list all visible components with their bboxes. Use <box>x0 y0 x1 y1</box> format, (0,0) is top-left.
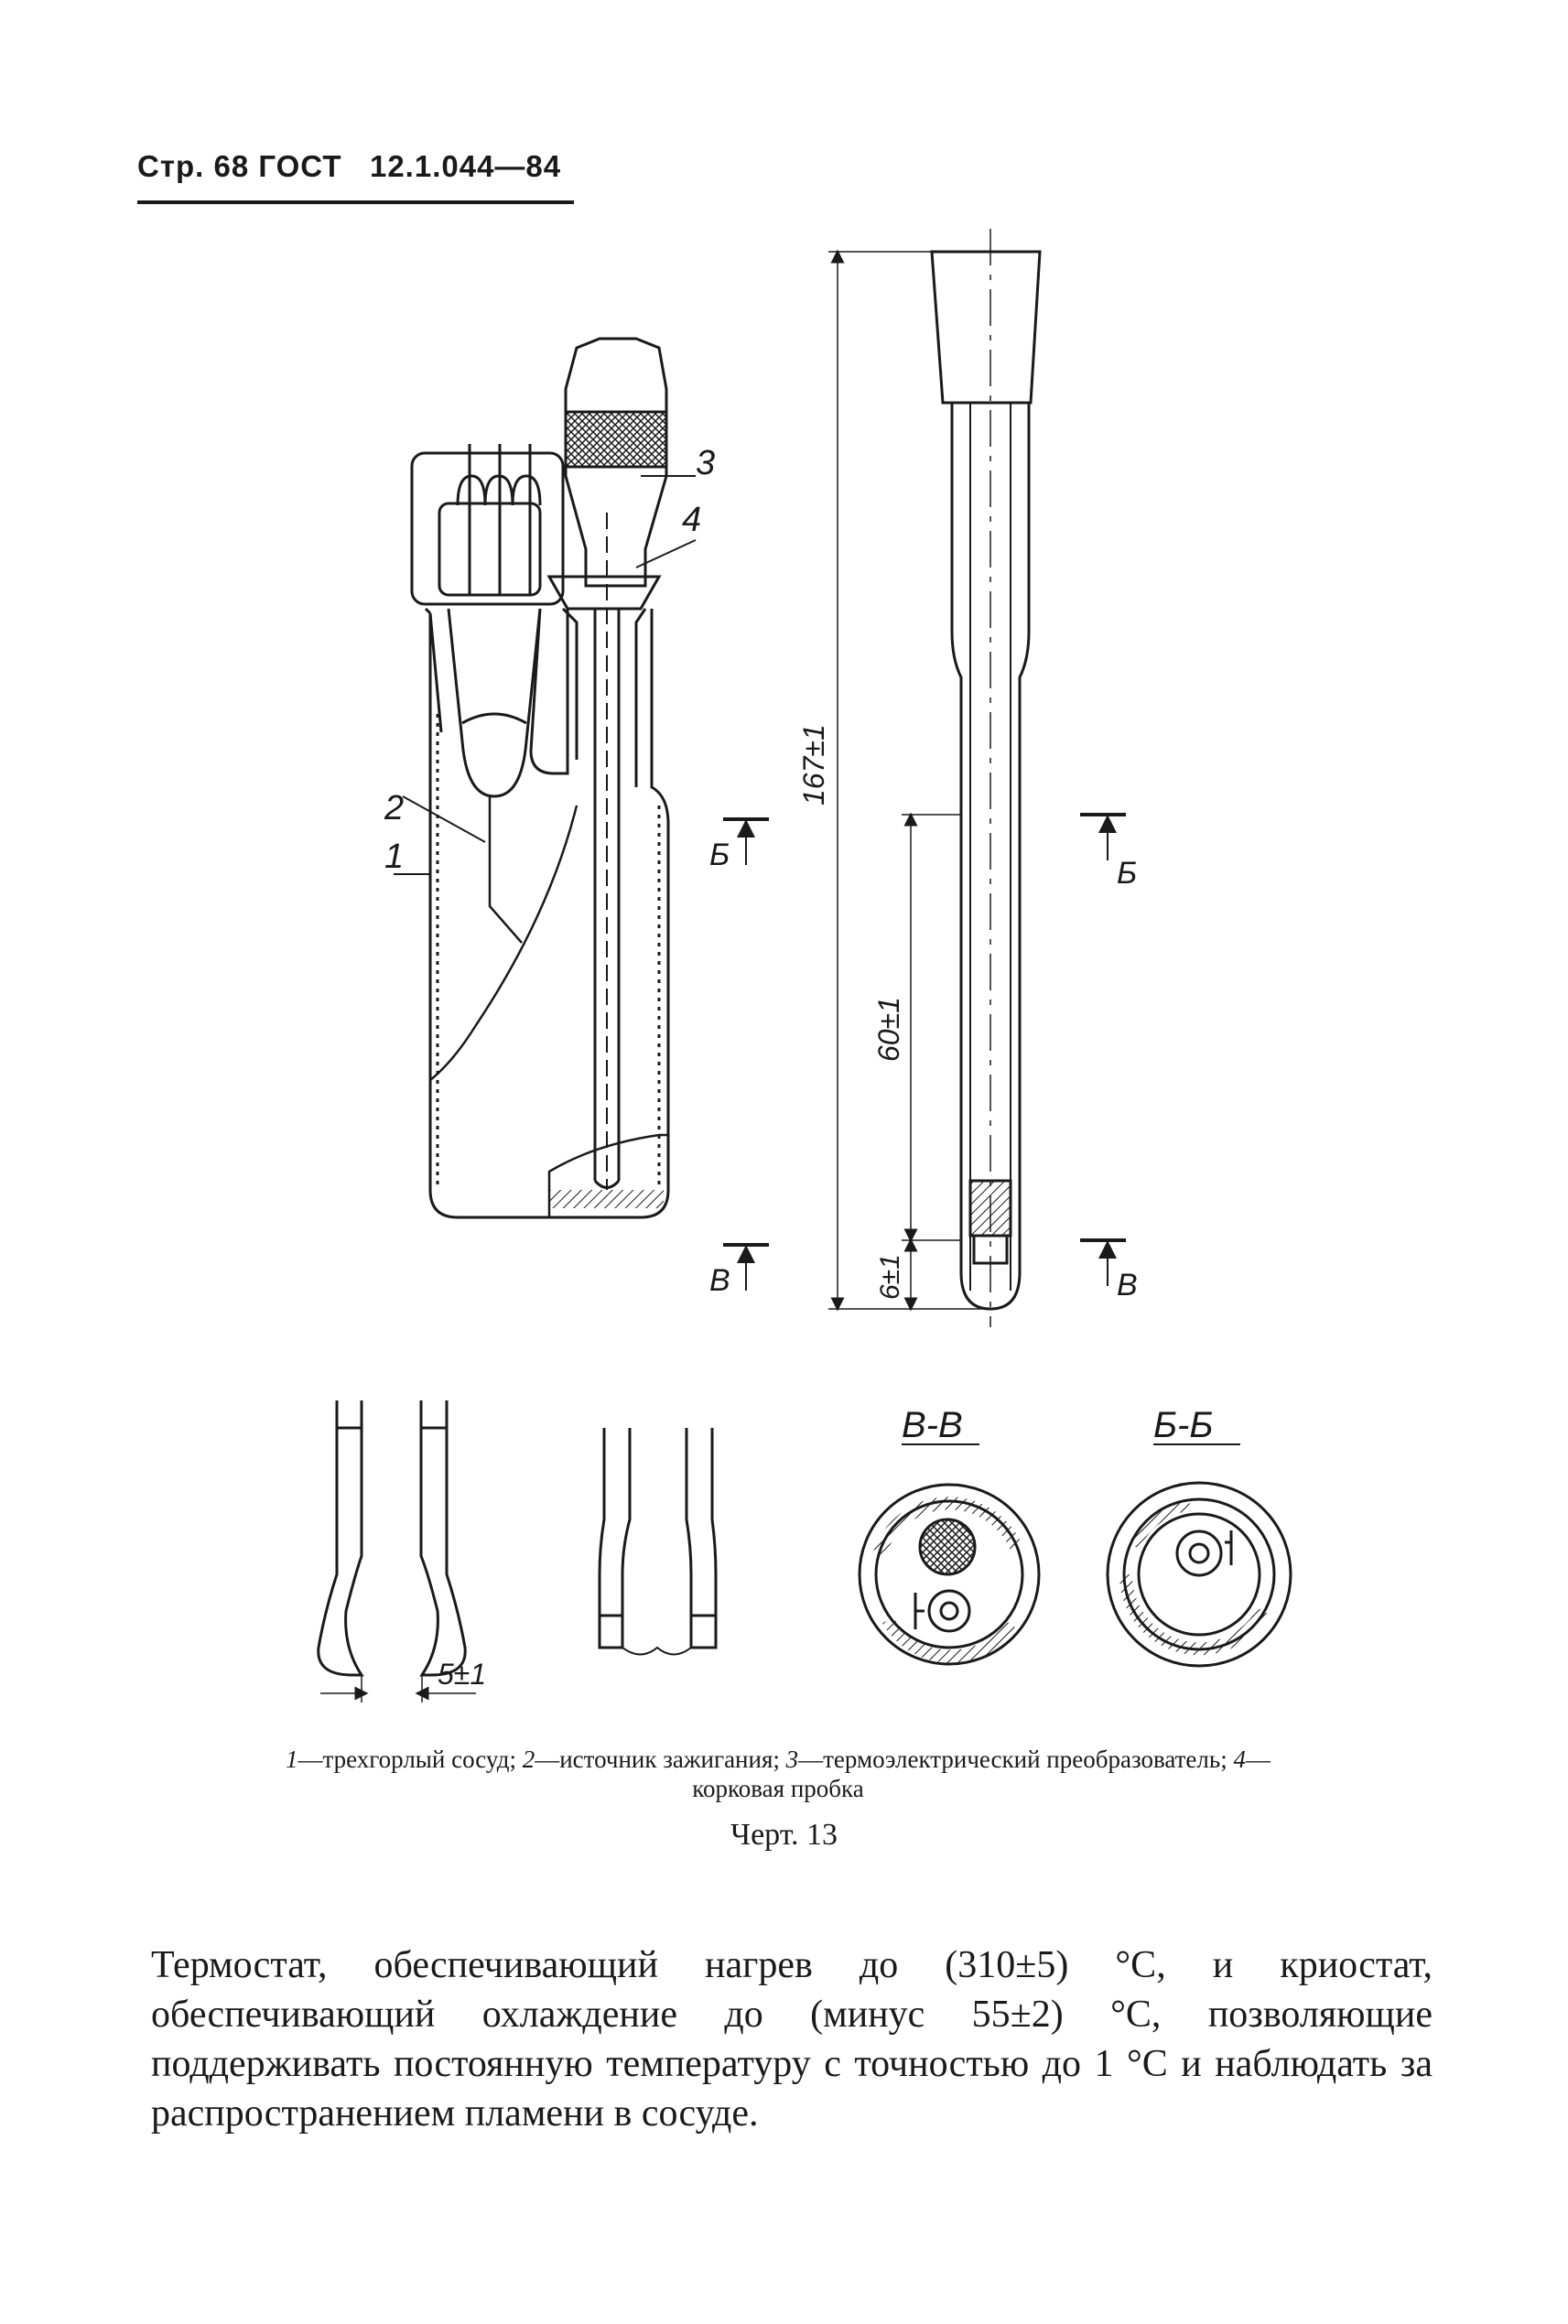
section-view-vv <box>860 1485 1039 1664</box>
dimension-gap: 5±1 <box>438 1658 487 1691</box>
callout-4: 4 <box>682 501 702 539</box>
dimension-middle-length: 60±1 <box>872 997 905 1062</box>
section-mark-b-right: Б <box>1117 856 1138 891</box>
tube-side-view <box>828 229 1040 1327</box>
section-view-bb <box>1108 1483 1291 1666</box>
dimension-total-length: 167±1 <box>797 724 830 805</box>
section-mark-v-left: В <box>709 1263 730 1298</box>
legend-item-2: 2—источник зажигания; <box>522 1746 786 1773</box>
section-mark-b-left: Б <box>709 838 730 872</box>
figure-caption: Черт. 13 <box>730 1818 838 1852</box>
dimension-tip-length: 6±1 <box>875 1254 905 1300</box>
section-title-vv: В-В <box>902 1405 963 1445</box>
page-header: Стр. 68 ГОСТ 12.1.044—84 <box>137 149 562 183</box>
callout-1: 1 <box>384 838 405 876</box>
section-title-bb: Б-Б <box>1153 1405 1214 1445</box>
body-paragraph: Термостат, обеспечивающий нагрев до (310±5) °С, и криостат, обеспечивающий охлаждение до (минус 55±2) °С, позволяющие поддерживать постоянную температуру с точностью до 1 °С и наблюдать за распространением пламени в сосуде. <box>151 1944 1433 2135</box>
tube-end-detail-straight <box>600 1428 716 1655</box>
legend-item-3: 3—термоэлектрический преобразователь; <box>785 1746 1234 1773</box>
callout-2: 2 <box>384 789 405 827</box>
section-markers-left <box>723 819 769 1291</box>
legend-item-4: 4—корковая пробка <box>692 1746 1271 1802</box>
vessel-assembly-view <box>394 339 696 1217</box>
section-mark-v-right: В <box>1117 1268 1138 1303</box>
figure-legend <box>275 1745 1281 1803</box>
callout-3: 3 <box>696 444 716 482</box>
legend-item-1: 1—трехгорлый сосуд; <box>286 1746 523 1773</box>
